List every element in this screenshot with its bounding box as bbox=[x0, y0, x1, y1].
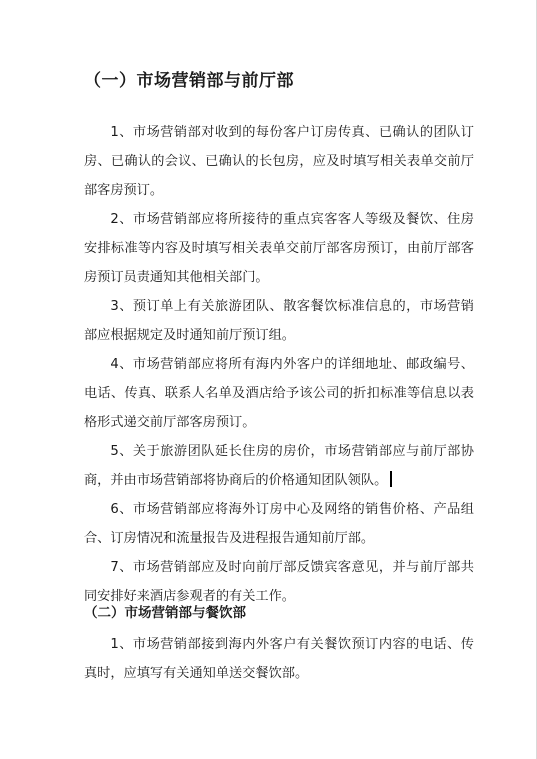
section-2-body bbox=[84, 630, 474, 688]
paragraph-1-5 bbox=[84, 437, 474, 495]
paragraph-1-3: 3、预订单上有关旅游团队、散客餐饮标准信息的，市场营销部应根据规定及时通知前厅预订组。 bbox=[84, 299, 474, 343]
text-cursor bbox=[390, 471, 392, 487]
paragraph-1-1: 1、市场营销部对收到的每份客户订房传真、已确认的团队订房、已确认的会议、已确认的长包房，应及时填写相关表单交前厅部客房预订。 bbox=[84, 125, 474, 198]
paragraph-1-7: 7、市场营销部应及时向前厅部反馈宾客意见，并与前厅部共同安排好来酒店参观者的有关工作。 bbox=[84, 560, 474, 604]
section-1-body bbox=[84, 118, 474, 611]
paragraph-1-4: 4、市场营销部应将所有海内外客户的详细地址、邮政编号、电话、传真、联系人名单及酒店给予该公司的折扣标准等信息以表格形式递交前厅部客房预订。 bbox=[84, 357, 474, 430]
paragraph-1-6: 6、市场营销部应将海外订房中心及网络的销售价格、产品组合、订房情况和流量报告及进程报告通知前厅部。 bbox=[84, 502, 474, 546]
section-heading-2: （二）市场营销部与餐饮部 bbox=[84, 605, 246, 621]
paragraph-1-5-text: 5、关于旅游团队延长住房的房价，市场营销部应与前厅部协商，并由市场营销部将协商后的价格通知团队领队。 bbox=[84, 444, 474, 488]
paragraph-2-1: 1、市场营销部接到海内外客户有关餐饮预订内容的电话、传真时，应填写有关通知单送交餐饮部。 bbox=[84, 637, 474, 681]
section-heading-1: （一）市场营销部与前厅部 bbox=[84, 71, 294, 91]
paragraph-1-2: 2、市场营销部应将所接待的重点宾客客人等级及餐饮、住房安排标准等内容及时填写相关表单交前厅部客房预订，由前厅部客房预订员责通知其他相关部门。 bbox=[84, 212, 474, 285]
